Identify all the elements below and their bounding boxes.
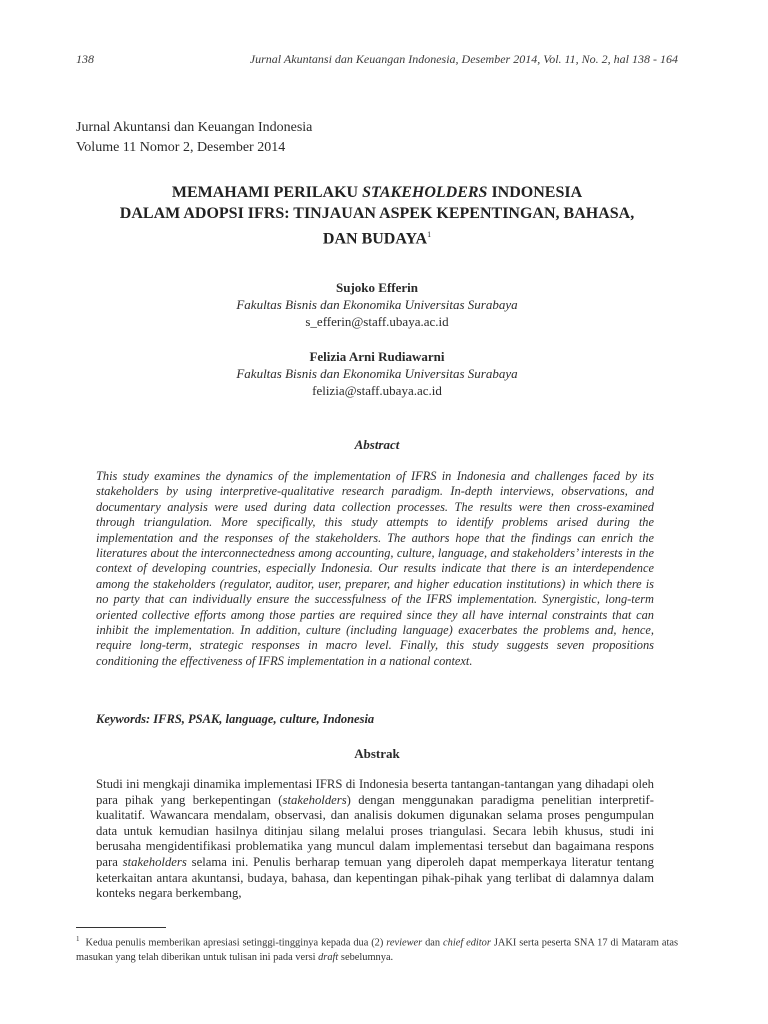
author-block [76, 348, 678, 399]
footnote-divider [76, 927, 166, 928]
journal-citation: Jurnal Akuntansi dan Keuangan Indonesia, Desember 2014, Vol. 11, No. 2, hal 138 - 164 [249, 52, 678, 66]
title-footnote-mark: 1 [427, 230, 432, 239]
abstrak-heading: Abstrak [354, 746, 400, 761]
author-email: felizia@staff.ubaya.ac.id [312, 383, 442, 398]
journal-volume: Volume 11 Nomor 2, Desember 2014 [76, 140, 286, 155]
footnote: $^1$ Kedua penulis memberikan apresiasi setinggi-tingginya kepada dua (2) reviewer dan chief editor JAKI serta peserta SNA 17 di Mataram atas masukan yang telah diberikan untuk tulisan ini pada versi draft sebelumnya. [76, 935, 678, 964]
journal-name: Jurnal Akuntansi dan Keuangan Indonesia [76, 120, 313, 135]
author-block [76, 279, 678, 330]
author-affiliation: Fakultas Bisnis dan Ekonomika Universitas Surabaya [236, 297, 518, 312]
paper-title [76, 182, 678, 249]
page-number: 138 [76, 52, 94, 66]
running-head [76, 52, 678, 67]
abstract-heading: Abstract [354, 437, 400, 452]
author-name: Felizia Arni Rudiawarni [309, 349, 445, 364]
author-email: s_efferin@staff.ubaya.ac.id [305, 314, 449, 329]
abstrak-body: Studi ini mengkaji dinamika implementasi IFRS di Indonesia beserta tantangan-tantangan yang dihadapi oleh para pihak yang berkepentingan (stakeholders) dengan menggunakan paradigma penelitian interpretif-kualitatif. Wawancara mendalam, observasi, dan analisis dokumen digunakan selama proses pengumpulan data untuk kemudian hasilnya ditinjau silang melalui proses triangulasi. Secara lebih khusus, studi ini berusaha mengidentifikasi problematika yang muncul dalam implementasi tersebut dan bagaimana respons para stakeholders selama ini. Penulis berharap temuan yang diperoleh dapat memperkaya literatur tentang keterkaitan antara akuntansi, budaya, bahasa, dan kepentingan pihak-pihak yang terlibat di dalamnya dalam konteks negara berkembang, [96, 777, 654, 901]
journal-info [76, 118, 312, 158]
author-affiliation: Fakultas Bisnis dan Ekonomika Universitas Surabaya [236, 366, 518, 381]
author-name: Sujoko Efferin [336, 280, 418, 295]
title-line-3: DAN BUDAYA$^1$ [322, 230, 432, 248]
footnote-mark: 1 [76, 935, 80, 943]
keywords: Keywords: IFRS, PSAK, language, culture, Indonesia [96, 712, 375, 726]
title-line-2: DALAM ADOPSI IFRS: TINJAUAN ASPEK KEPENTINGAN, BAHASA, [119, 205, 635, 222]
title-line-1: MEMAHAMI PERILAKU STAKEHOLDERS INDONESIA [171, 184, 583, 201]
abstract-body: This study examines the dynamics of the implementation of IFRS in Indonesia and challenges faced by its stakeholders by using interpretive-qualitative research paradigm. In-depth interviews, observations, and documentary analysis were used during data collection processes. The results were then cross-examined through triangulation. More specifically, this study attempts to identify problems arised during the implementation and the responses of the stakeholders. The authors hope that the findings can enrich the literatures about the interconnectedness among accounting, culture, language, and stakeholders’ interests in the context of developing countries, especially Indonesia. Our results indicate that there is an interdependence among the stakeholders (regulator, auditor, user, preparer, and higher education institutions) in which there is no party that can individually ensure the successfulness of the IFRS implementation. Synergistic, long-term oriented collective efforts among those parties are required since they all have internal constraints that can inhibit the implementation. In addition, culture (including language) exacerbates the problems and, hence, require long-term, strategic responses in macro level. Finally, this study suggests seven propositions conditioning the effectiveness of IFRS implementation in a national context. [96, 469, 654, 668]
